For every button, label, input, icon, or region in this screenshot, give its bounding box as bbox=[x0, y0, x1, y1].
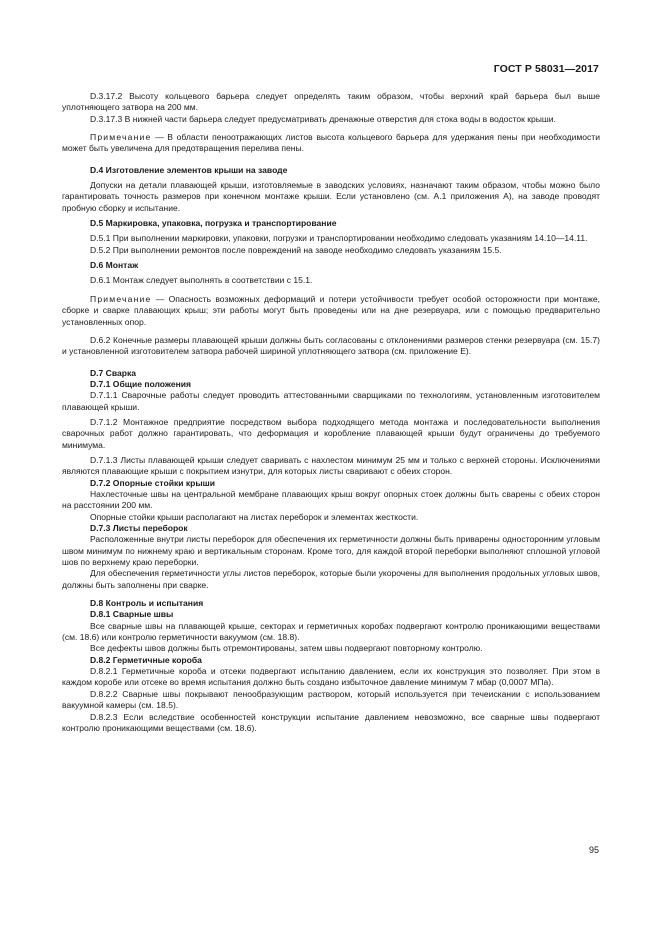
paragraph: D.7.1.3 Листы плавающей крыши следует сваривать с нахлестом минимум 25 мм и только с верхней стороны. Исключениями являются плавающие крыши с покрытием изнутри, для которых листы сваривают с обеих сторон. bbox=[62, 454, 600, 477]
paragraph: D.3.17.2 Высоту кольцевого барьера следует определять таким образом, чтобы верхний край барьера был выше уплотняющего затвора на 200 мм. bbox=[62, 91, 600, 113]
paragraph: D.3.17.3 В нижней части барьера следует предусматривать дренажные отверстия для стока воды в водосток крыши. bbox=[90, 113, 556, 124]
subsection-heading: D.8.1 Сварные швы bbox=[90, 609, 174, 620]
section-heading: D.4 Изготовление элементов крыши на заводе bbox=[90, 164, 288, 175]
paragraph: D.8.2.2 Сварные швы покрывают пенообразующим раствором, который используется при течеискании с использованием вакуумной камеры (см. 18.5). bbox=[62, 688, 600, 711]
paragraph: D.8.2.3 Если вследствие особенностей конструкции испытание давлением невозможно, все сварные швы подвергают контролю проникающими веществами (см. 18.6). bbox=[62, 711, 600, 733]
paragraph: D.6.1 Монтаж следует выполнять в соответствии с 15.1. bbox=[90, 275, 313, 286]
paragraph: Для обеспечения герметичности углы листов переборок, которые были укорочены для выполнения продольных угловых швов, должны быть заполнены при сварке. bbox=[62, 568, 600, 590]
paragraph: Все дефекты швов должны быть отремонтированы, затем швы подвергают повторному контролю. bbox=[90, 643, 483, 654]
note-label: Примечание bbox=[90, 293, 152, 304]
subsection-heading: D.8.2 Герметичные короба bbox=[90, 654, 202, 665]
paragraph: D.8.2.1 Герметичные короба и отсеки подвергают испытанию давлением, если их конструкция это позволяет. При этом в каждом коробе или отсеке во время испытания должно быть создано избыточное давление минимум 7 мбар (0,0007 МПа). bbox=[62, 666, 600, 688]
subsection-heading: D.7.1 Общие положения bbox=[90, 378, 192, 389]
paragraph: D.7.1.1 Сварочные работы следует проводить аттестованными сварщиками по технологиям, установленным изготовителем плавающей крыши. bbox=[62, 390, 600, 412]
subsection-heading: D.7.2 Опорные стойки крыши bbox=[90, 477, 216, 488]
section-heading: D.5 Маркировка, упаковка, погрузка и транспортирование bbox=[90, 218, 337, 229]
note bbox=[62, 132, 600, 155]
note-label: Примечание bbox=[90, 132, 152, 143]
note-text: — Опасность возможных деформаций и потери устойчивости требует особой осторожности при монтаже, сборке и сварке плавающих крыш; эти работы могут быть проведены или на дне резервуара, или с помощью предварительно установленных опор. bbox=[62, 293, 600, 327]
document-body bbox=[62, 91, 600, 734]
section-heading: D.8 Контроль и испытания bbox=[90, 598, 204, 609]
section-heading: D.7 Сварка bbox=[90, 367, 136, 378]
page-number: 95 bbox=[588, 845, 599, 855]
paragraph: Нахлесточные швы на центральной мембране плавающих крыш вокруг опорных стоек должны быть сварены с обеих сторон на расстоянии 200 мм. bbox=[62, 488, 600, 511]
paragraph: Расположенные внутри листы переборок для обеспечения их герметичности должны быть приварены односторонним угловым швом минимум по нижнему краю и вертикальным сторонам. Кроме того, для каждой второй переборки выполняют сплошной угловой шов по верхнему краю переборки. bbox=[62, 534, 600, 568]
paragraph: D.6.2 Конечные размеры плавающей крыши должны быть согласованы с отклонениями размеров стенки резервуара (см. 15.7) и установленной изготовителем затвора рабочей шириной уплотняющего затвора (см. приложение Е). bbox=[62, 334, 600, 357]
document-code: ГОСТ Р 58031—2017 bbox=[493, 63, 599, 75]
note-text: — В области пеноотражающих листов высота кольцевого барьера для удержания пены при необходимости может быть увеличена для предотвращения перелива пены. bbox=[62, 132, 600, 154]
section-heading: D.6 Монтаж bbox=[90, 260, 139, 271]
paragraph: Допуски на детали плавающей крыши, изготовляемые в заводских условиях, назначают таким образом, чтобы можно было гарантировать точность размеров при конечном монтаже крыши. Если установлено (см. А.1 приложения А), на заводе проводят пробную сборку и испытание. bbox=[62, 180, 600, 213]
paragraph: D.7.1.2 Монтажное предприятие посредством выбора подходящего метода монтажа и последовательности выполнения сварочных работ должно гарантировать, что деформация и коробление плавающей крыши будут ограничены до требуемого минимума. bbox=[62, 416, 600, 450]
paragraph: D.5.1 При выполнении маркировки, упаковки, погрузки и транспортировании необходимо следовать указаниям 14.10—14.11. bbox=[90, 233, 588, 244]
paragraph: Все сварные швы на плавающей крыше, секторах и герметичных коробах подвергают контролю проникающими веществами (см. 18.6) или контролю герметичности вакуумом (см. 18.8). bbox=[62, 620, 600, 643]
paragraph: Опорные стойки крыши располагают на листах переборок и элементах жесткости. bbox=[90, 511, 419, 522]
note bbox=[62, 294, 600, 328]
subsection-heading: D.7.3 Листы переборок bbox=[90, 523, 188, 533]
paragraph: D.5.2 При выполнении ремонтов после повреждений на заводе необходимо следовать указаниям 15.5. bbox=[90, 244, 502, 255]
